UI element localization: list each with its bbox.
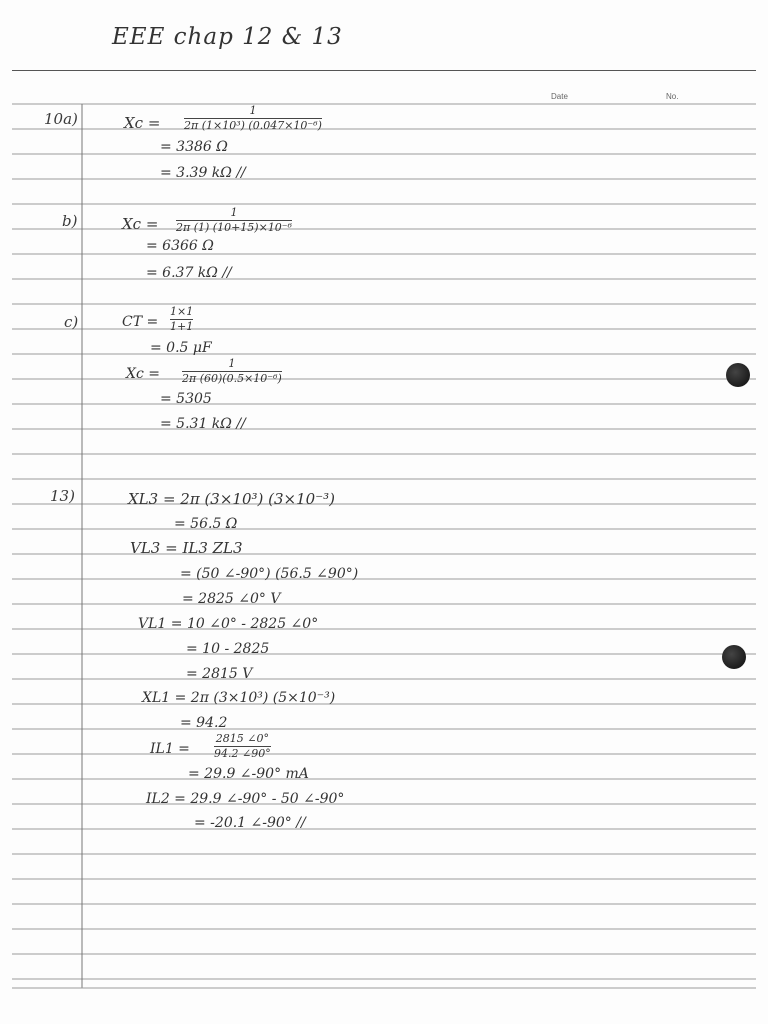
- equation-line: IL2 = 29.9 ∠-90° - 50 ∠-90°: [146, 791, 345, 807]
- equation-line: Xc =: [122, 215, 159, 233]
- question-label-b: b): [62, 212, 78, 230]
- question-label-13: 13): [50, 487, 75, 505]
- equation-line: CT =: [122, 314, 159, 330]
- equation-line: = 3386 Ω: [160, 139, 228, 155]
- date-label: Date: [551, 92, 568, 101]
- equation-line: = -20.1 ∠-90° //: [194, 815, 306, 831]
- fraction: [170, 306, 193, 333]
- fraction-numerator: 2815 ∠0°: [215, 732, 269, 745]
- equation-line: = (50 ∠-90°) (56.5 ∠90°): [180, 566, 359, 582]
- equation-line: = 2825 ∠0° V: [182, 591, 281, 607]
- fraction-numerator: 1: [230, 206, 238, 219]
- equation-line: Xc =: [124, 114, 161, 132]
- header-divider: [12, 70, 756, 71]
- fraction-numerator: 1: [249, 104, 257, 117]
- equation-line: = 3.39 kΩ //: [160, 165, 246, 181]
- fraction: [184, 105, 322, 132]
- equation-line: VL3 = IL3 ZL3: [130, 539, 243, 557]
- equation-line: XL3 = 2π (3×10³) (3×10⁻³): [128, 490, 335, 508]
- equation-line: = 56.5 Ω: [174, 516, 238, 532]
- equation-line: = 6.37 kΩ //: [146, 265, 232, 281]
- page-title: EEE chap 12 & 13: [112, 24, 343, 50]
- equation-line: IL1 =: [150, 741, 190, 757]
- binder-hole: [726, 363, 750, 387]
- fraction-denominator: 2π (1×10³) (0.047×10⁻⁶): [184, 119, 322, 132]
- fraction: [214, 733, 271, 760]
- equation-line: = 29.9 ∠-90° mA: [188, 766, 309, 782]
- fraction-denominator: 2π (1) (10+15)×10⁻⁶: [176, 221, 293, 234]
- equation-line: VL1 = 10 ∠0° - 2825 ∠0°: [138, 616, 319, 632]
- equation-line: = 5305: [160, 391, 212, 407]
- question-label-10a: 10a): [44, 110, 78, 128]
- fraction-denominator: 94.2 ∠90°: [214, 747, 271, 760]
- binder-hole: [722, 645, 746, 669]
- equation-line: XL1 = 2π (3×10³) (5×10⁻³): [142, 690, 336, 706]
- fraction: [182, 358, 282, 385]
- fraction-denominator: 1+1: [170, 320, 194, 333]
- fraction: [176, 207, 292, 234]
- number-label: No.: [666, 92, 679, 101]
- fraction-numerator: 1: [228, 357, 236, 370]
- fraction-numerator: 1×1: [170, 305, 194, 318]
- equation-line: = 2815 V: [186, 666, 253, 682]
- question-label-c: c): [64, 313, 79, 331]
- equation-line: = 6366 Ω: [146, 238, 214, 254]
- equation-line: = 10 - 2825: [186, 641, 270, 657]
- equation-line: = 5.31 kΩ //: [160, 416, 246, 432]
- equation-line: = 94.2: [180, 715, 228, 731]
- equation-line: Xc =: [126, 366, 160, 382]
- equation-line: = 0.5 μF: [150, 340, 212, 356]
- fraction-denominator: 2π (60)(0.5×10⁻⁶): [182, 372, 282, 385]
